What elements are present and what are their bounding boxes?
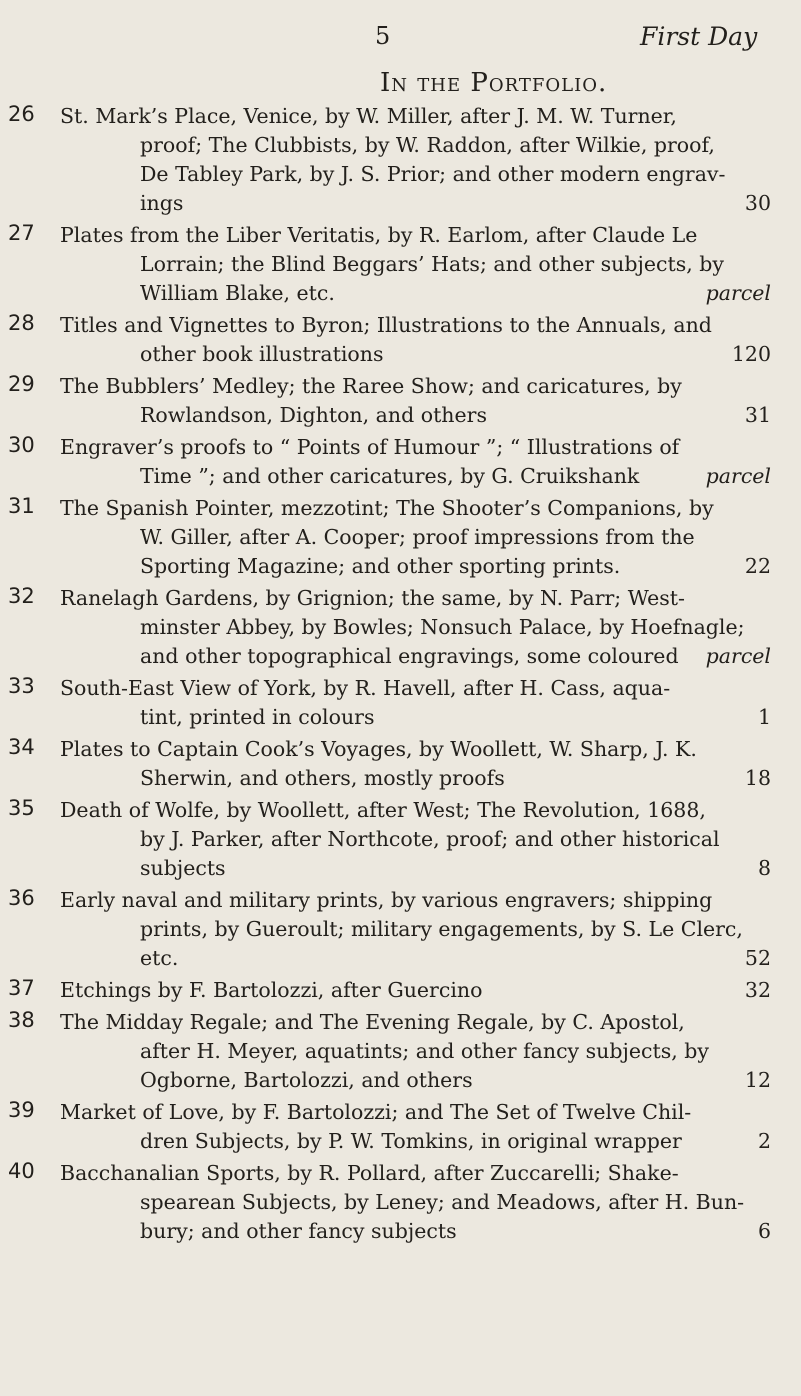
- lot-entry: [0, 494, 801, 581]
- lot-description-text: Titles and Vignettes to Byron; Illustrations to the Annuals, and: [60, 313, 712, 337]
- lot-description-line: [60, 584, 771, 613]
- lot-quantity: 31: [744, 403, 771, 427]
- lot-description-text: Early naval and military prints, by various engravers; shipping: [60, 888, 713, 912]
- lot-quantity: 30: [744, 191, 771, 215]
- lot-entry: [0, 102, 801, 218]
- lot-description-text: W. Giller, after A. Cooper; proof impressions from the: [140, 525, 695, 549]
- lot-description-line: [104, 401, 771, 430]
- lot-number: 30: [8, 433, 35, 457]
- lot-description-text: Engraver’s proofs to “ Points of Humour ”; “ Illustrations of: [60, 435, 680, 459]
- lot-entry: [0, 1098, 801, 1156]
- lot-description-line: [60, 433, 771, 462]
- lot-description-text: The Bubblers’ Medley; the Raree Show; and caricatures, by: [60, 374, 682, 398]
- lot-number: 32: [8, 584, 35, 608]
- lot-description-text: De Tabley Park, by J. S. Prior; and other modern engrav-: [140, 162, 726, 186]
- lot-description-text: and other topographical engravings, some coloured: [140, 644, 679, 668]
- lot-description-text: Bacchanalian Sports, by R. Pollard, after Zuccarelli; Shake-: [60, 1161, 679, 1185]
- lot-description-line: [104, 189, 771, 218]
- lot-description-text: St. Mark’s Place, Venice, by W. Miller, after J. M. W. Turner,: [60, 104, 677, 128]
- lot-number: 29: [8, 372, 35, 396]
- lot-description-line: [104, 131, 771, 160]
- lot-description-line: [104, 613, 771, 642]
- lot-description-line: [60, 735, 771, 764]
- lot-description-line: [60, 886, 771, 915]
- lot-description-text: bury; and other fancy subjects: [140, 1219, 457, 1243]
- lot-entry: [0, 1159, 801, 1246]
- lot-description-line: [60, 1098, 771, 1127]
- lot-description-text: Rowlandson, Dighton, and others: [140, 403, 487, 427]
- lot-list: [0, 102, 801, 1249]
- lot-quantity: 12: [744, 1068, 771, 1092]
- lot-entry: [0, 311, 801, 369]
- lot-description-text: South-East View of York, by R. Havell, after H. Cass, aqua-: [60, 676, 671, 700]
- day-label: First Day: [640, 22, 758, 51]
- lot-description-text: The Spanish Pointer, mezzotint; The Shooter’s Companions, by: [60, 496, 714, 520]
- lot-number: 26: [8, 102, 35, 126]
- lot-description-text: Plates from the Liber Veritatis, by R. Earlom, after Claude Le: [60, 223, 698, 247]
- lot-description-line: [104, 1066, 771, 1095]
- lot-description-line: [104, 854, 771, 883]
- lot-number: 35: [8, 796, 35, 820]
- lot-description-line: [60, 796, 771, 825]
- lot-quantity: 8: [757, 856, 771, 880]
- lot-description-line: [104, 1127, 771, 1156]
- lot-description-line: [60, 1159, 771, 1188]
- lot-entry: [0, 976, 801, 1005]
- lot-number: 40: [8, 1159, 35, 1183]
- lot-description-text: Ranelagh Gardens, by Grignion; the same, by N. Parr; West-: [60, 586, 685, 610]
- lot-entry: [0, 433, 801, 491]
- lot-quantity: 1: [757, 705, 771, 729]
- lot-number: 37: [8, 976, 35, 1000]
- lot-description-line: [104, 1217, 771, 1246]
- lot-description-line: [60, 494, 771, 523]
- lot-entry: [0, 372, 801, 430]
- lot-description-line: [60, 311, 771, 340]
- lot-description-text: William Blake, etc.: [140, 281, 335, 305]
- lot-description-line: [60, 372, 771, 401]
- lot-description-text: Plates to Captain Cook’s Voyages, by Woollett, W. Sharp, J. K.: [60, 737, 697, 761]
- lot-entry: [0, 796, 801, 883]
- lot-quantity: 22: [744, 554, 771, 578]
- lot-description-text: The Midday Regale; and The Evening Regale, by C. Apostol,: [60, 1010, 685, 1034]
- lot-quantity: 2: [757, 1129, 771, 1153]
- lot-description-text: Sherwin, and others, mostly proofs: [140, 766, 505, 790]
- lot-number: 31: [8, 494, 35, 518]
- lot-description-line: [104, 523, 771, 552]
- lot-quantity: parcel: [705, 644, 771, 668]
- lot-quantity: 32: [744, 978, 771, 1002]
- lot-description-text: prints, by Gueroult; military engagements, by S. Le Clerc,: [140, 917, 743, 941]
- lot-description-line: [104, 160, 771, 189]
- lot-entry: [0, 1008, 801, 1095]
- lot-description-text: dren Subjects, by P. W. Tomkins, in original wrapper: [140, 1129, 682, 1153]
- section-title: In the Portfolio.: [380, 68, 608, 98]
- lot-entry: [0, 886, 801, 973]
- page-header: [0, 22, 801, 52]
- lot-number: 34: [8, 735, 35, 759]
- lot-description-line: [104, 279, 771, 308]
- lot-description-line: [104, 1188, 771, 1217]
- lot-entry: [0, 584, 801, 671]
- lot-description-text: spearean Subjects, by Leney; and Meadows, after H. Bun-: [140, 1190, 745, 1214]
- lot-entry: [0, 735, 801, 793]
- lot-quantity: 120: [731, 342, 771, 366]
- lot-description-line: [60, 221, 771, 250]
- lot-description-line: [104, 703, 771, 732]
- lot-description-line: [60, 102, 771, 131]
- lot-description-text: Ogborne, Bartolozzi, and others: [140, 1068, 473, 1092]
- lot-description-text: Market of Love, by F. Bartolozzi; and The Set of Twelve Chil-: [60, 1100, 692, 1124]
- lot-description-line: [104, 915, 771, 944]
- page-number: 5: [375, 22, 391, 50]
- lot-number: 38: [8, 1008, 35, 1032]
- lot-description-line: [104, 1037, 771, 1066]
- lot-description-line: [104, 825, 771, 854]
- lot-description-text: proof; The Clubbists, by W. Raddon, after Wilkie, proof,: [140, 133, 715, 157]
- lot-quantity: 18: [744, 766, 771, 790]
- lot-description-line: [104, 552, 771, 581]
- lot-description-line: [60, 976, 771, 1005]
- lot-description-text: Lorrain; the Blind Beggars’ Hats; and other subjects, by: [140, 252, 724, 276]
- lot-description-text: Death of Wolfe, by Woollett, after West; The Revolution, 1688,: [60, 798, 706, 822]
- lot-description-text: Time ”; and other caricatures, by G. Cruikshank: [140, 464, 640, 488]
- lot-description-text: Etchings by F. Bartolozzi, after Guercino: [60, 978, 483, 1002]
- lot-description-text: etc.: [140, 946, 179, 970]
- lot-entry: [0, 674, 801, 732]
- lot-description-line: [104, 462, 771, 491]
- lot-number: 33: [8, 674, 35, 698]
- lot-description-text: by J. Parker, after Northcote, proof; and other historical: [140, 827, 720, 851]
- lot-description-line: [60, 674, 771, 703]
- lot-description-line: [60, 1008, 771, 1037]
- lot-quantity: 52: [744, 946, 771, 970]
- lot-description-text: other book illustrations: [140, 342, 384, 366]
- lot-number: 27: [8, 221, 35, 245]
- lot-number: 28: [8, 311, 35, 335]
- lot-description-text: tint, printed in colours: [140, 705, 375, 729]
- lot-description-text: ings: [140, 191, 184, 215]
- lot-number: 39: [8, 1098, 35, 1122]
- lot-description-text: after H. Meyer, aquatints; and other fancy subjects, by: [140, 1039, 709, 1063]
- lot-description-line: [104, 250, 771, 279]
- lot-description-text: subjects: [140, 856, 226, 880]
- lot-quantity: parcel: [705, 464, 771, 488]
- lot-quantity: 6: [757, 1219, 771, 1243]
- lot-description-line: [104, 642, 771, 671]
- lot-description-line: [104, 764, 771, 793]
- lot-description-line: [104, 340, 771, 369]
- lot-entry: [0, 221, 801, 308]
- lot-description-text: Sporting Magazine; and other sporting prints.: [140, 554, 621, 578]
- lot-number: 36: [8, 886, 35, 910]
- lot-quantity: parcel: [705, 281, 771, 305]
- lot-description-text: minster Abbey, by Bowles; Nonsuch Palace, by Hoefnagle;: [140, 615, 745, 639]
- lot-description-line: [104, 944, 771, 973]
